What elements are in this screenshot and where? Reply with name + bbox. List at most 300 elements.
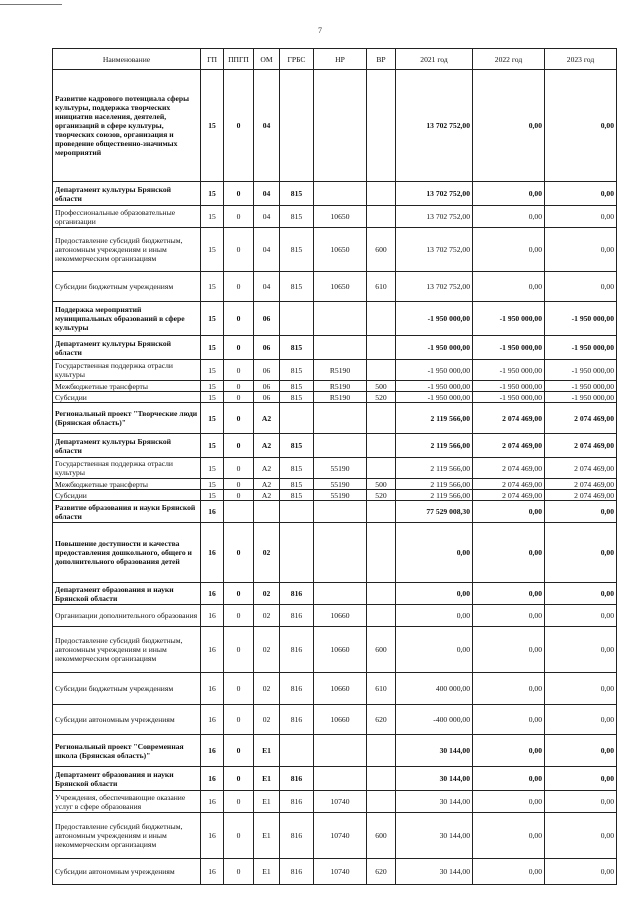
cell-y2022: 0,00: [473, 735, 545, 767]
cell-ppgp: 0: [224, 360, 254, 381]
table-row: [53, 381, 617, 392]
cell-ppgp: 0: [224, 813, 254, 859]
cell-grbs: [280, 735, 314, 767]
cell-gp: 15: [201, 182, 224, 206]
col-header-2022: 2022 год: [473, 49, 545, 70]
cell-om: Е1: [254, 735, 280, 767]
cell-grbs: 815: [280, 434, 314, 458]
cell-gp: 16: [201, 627, 224, 673]
cell-nr: R5190: [314, 381, 367, 392]
cell-y2022: 0,00: [473, 583, 545, 605]
cell-grbs: 816: [280, 791, 314, 813]
cell-gp: 16: [201, 523, 224, 583]
cell-grbs: 815: [280, 182, 314, 206]
cell-grbs: [280, 501, 314, 523]
cell-vr: [367, 583, 396, 605]
cell-gp: 16: [201, 705, 224, 735]
cell-y2021: 0,00: [396, 605, 473, 627]
cell-om: 04: [254, 70, 280, 182]
table-row: [53, 605, 617, 627]
header-rule: [0, 4, 62, 5]
cell-name: Предоставление субсидий бюджетным, автономным учреждениям и иным некоммерческим организациям: [53, 627, 201, 673]
cell-gp: 15: [201, 381, 224, 392]
cell-nr: R5190: [314, 360, 367, 381]
cell-ppgp: 0: [224, 479, 254, 490]
cell-y2021: -400 000,00: [396, 705, 473, 735]
cell-y2021: 2 119 566,00: [396, 458, 473, 479]
table-row: [53, 583, 617, 605]
cell-grbs: 816: [280, 705, 314, 735]
cell-name: Субсидии: [53, 392, 201, 403]
table-row: [53, 479, 617, 490]
cell-grbs: 815: [280, 392, 314, 403]
cell-name: Межбюджетные трансферты: [53, 479, 201, 490]
cell-ppgp: 0: [224, 605, 254, 627]
cell-om: 02: [254, 705, 280, 735]
cell-om: 02: [254, 605, 280, 627]
col-header-ppgp: ППГП: [224, 49, 254, 70]
table-row: [53, 705, 617, 735]
cell-name: Субсидии бюджетным учреждениям: [53, 272, 201, 302]
cell-y2022: 2 074 469,00: [473, 479, 545, 490]
cell-om: 04: [254, 182, 280, 206]
cell-y2021: -1 950 000,00: [396, 381, 473, 392]
cell-y2022: 0,00: [473, 605, 545, 627]
cell-name: Организации дополнительного образования: [53, 605, 201, 627]
cell-vr: [367, 767, 396, 791]
cell-gp: 15: [201, 70, 224, 182]
cell-y2021: 30 144,00: [396, 791, 473, 813]
cell-ppgp: 0: [224, 403, 254, 434]
cell-om: 06: [254, 302, 280, 336]
cell-name: Развитие образования и науки Брянской области: [53, 501, 201, 523]
cell-vr: [367, 735, 396, 767]
cell-vr: [367, 791, 396, 813]
table-header-row: [53, 49, 617, 70]
cell-grbs: [280, 302, 314, 336]
table-row: [53, 392, 617, 403]
cell-y2022: 0,00: [473, 501, 545, 523]
cell-grbs: 815: [280, 490, 314, 501]
cell-nr: 10650: [314, 272, 367, 302]
cell-gp: 15: [201, 302, 224, 336]
cell-ppgp: 0: [224, 791, 254, 813]
cell-name: Профессиональные образовательные организации: [53, 206, 201, 228]
cell-grbs: 816: [280, 859, 314, 885]
cell-nr: 55190: [314, 458, 367, 479]
cell-y2023: 0,00: [545, 791, 617, 813]
cell-vr: [367, 206, 396, 228]
budget-table: [52, 48, 617, 885]
cell-vr: 610: [367, 272, 396, 302]
col-header-vr: ВР: [367, 49, 396, 70]
cell-y2023: 0,00: [545, 705, 617, 735]
cell-om: [254, 501, 280, 523]
cell-vr: [367, 458, 396, 479]
cell-ppgp: 0: [224, 434, 254, 458]
cell-gp: 15: [201, 479, 224, 490]
cell-om: 02: [254, 627, 280, 673]
cell-gp: 16: [201, 767, 224, 791]
cell-om: 02: [254, 583, 280, 605]
cell-nr: 10740: [314, 813, 367, 859]
cell-name: Субсидии бюджетным учреждениям: [53, 673, 201, 705]
cell-gp: 15: [201, 272, 224, 302]
cell-ppgp: 0: [224, 272, 254, 302]
cell-ppgp: [224, 501, 254, 523]
cell-ppgp: 0: [224, 182, 254, 206]
cell-nr: [314, 70, 367, 182]
cell-om: Е1: [254, 859, 280, 885]
cell-y2023: -1 950 000,00: [545, 381, 617, 392]
cell-y2021: 2 119 566,00: [396, 490, 473, 501]
cell-vr: [367, 403, 396, 434]
cell-y2021: 77 529 008,30: [396, 501, 473, 523]
cell-vr: [367, 523, 396, 583]
cell-name: Департамент образования и науки Брянской области: [53, 767, 201, 791]
cell-grbs: 815: [280, 272, 314, 302]
cell-y2022: 0,00: [473, 791, 545, 813]
cell-name: Государственная поддержка отрасли культуры: [53, 458, 201, 479]
table-row: [53, 523, 617, 583]
col-header-2023: 2023 год: [545, 49, 617, 70]
cell-y2022: 0,00: [473, 272, 545, 302]
cell-y2023: -1 950 000,00: [545, 336, 617, 360]
cell-y2023: 2 074 469,00: [545, 479, 617, 490]
cell-ppgp: 0: [224, 228, 254, 272]
cell-om: Е1: [254, 767, 280, 791]
page-number: 7: [318, 26, 322, 35]
cell-grbs: [280, 70, 314, 182]
cell-y2021: 30 144,00: [396, 813, 473, 859]
cell-y2023: -1 950 000,00: [545, 360, 617, 381]
cell-grbs: 816: [280, 813, 314, 859]
cell-nr: [314, 403, 367, 434]
cell-nr: [314, 767, 367, 791]
col-header-name: Наименование: [53, 49, 201, 70]
cell-grbs: 815: [280, 360, 314, 381]
cell-y2022: -1 950 000,00: [473, 381, 545, 392]
table-row: [53, 458, 617, 479]
cell-name: Предоставление субсидий бюджетным, автономным учреждениям и иным некоммерческим организациям: [53, 228, 201, 272]
cell-y2023: 0,00: [545, 70, 617, 182]
cell-y2021: 0,00: [396, 627, 473, 673]
cell-nr: 10660: [314, 627, 367, 673]
cell-ppgp: 0: [224, 392, 254, 403]
cell-y2023: 0,00: [545, 813, 617, 859]
cell-om: 02: [254, 523, 280, 583]
cell-gp: 15: [201, 490, 224, 501]
cell-y2022: 0,00: [473, 627, 545, 673]
cell-y2022: 2 074 469,00: [473, 490, 545, 501]
col-header-grbs: ГРБС: [280, 49, 314, 70]
cell-y2021: -1 950 000,00: [396, 302, 473, 336]
cell-y2023: -1 950 000,00: [545, 302, 617, 336]
cell-om: А2: [254, 458, 280, 479]
cell-grbs: 815: [280, 458, 314, 479]
cell-y2022: -1 950 000,00: [473, 392, 545, 403]
cell-y2023: 0,00: [545, 583, 617, 605]
cell-y2021: 30 144,00: [396, 859, 473, 885]
cell-om: Е1: [254, 791, 280, 813]
table-row: [53, 673, 617, 705]
cell-name: Поддержка мероприятий муниципальных образований в сфере культуры: [53, 302, 201, 336]
cell-name: Субсидии: [53, 490, 201, 501]
cell-vr: 620: [367, 859, 396, 885]
cell-vr: 600: [367, 627, 396, 673]
cell-name: Субсидии автономным учреждениям: [53, 859, 201, 885]
cell-y2022: 0,00: [473, 767, 545, 791]
cell-y2023: 0,00: [545, 182, 617, 206]
cell-gp: 16: [201, 501, 224, 523]
cell-vr: [367, 605, 396, 627]
cell-name: Учреждения, обеспечивающие оказание услуг в сфере образования: [53, 791, 201, 813]
cell-ppgp: 0: [224, 583, 254, 605]
cell-vr: [367, 501, 396, 523]
cell-nr: [314, 336, 367, 360]
cell-vr: 610: [367, 673, 396, 705]
cell-y2023: 0,00: [545, 523, 617, 583]
cell-ppgp: 0: [224, 627, 254, 673]
cell-y2021: -1 950 000,00: [396, 336, 473, 360]
table-row: [53, 859, 617, 885]
cell-vr: 620: [367, 705, 396, 735]
cell-name: Департамент культуры Брянской области: [53, 336, 201, 360]
cell-vr: [367, 182, 396, 206]
cell-y2022: 0,00: [473, 673, 545, 705]
cell-grbs: 816: [280, 767, 314, 791]
cell-vr: [367, 302, 396, 336]
cell-nr: [314, 583, 367, 605]
cell-y2021: 13 702 752,00: [396, 272, 473, 302]
cell-y2023: -1 950 000,00: [545, 392, 617, 403]
cell-ppgp: 0: [224, 767, 254, 791]
cell-y2023: 2 074 469,00: [545, 403, 617, 434]
table-row: [53, 735, 617, 767]
cell-gp: 15: [201, 360, 224, 381]
cell-name: Предоставление субсидий бюджетным, автономным учреждениям и иным некоммерческим организациям: [53, 813, 201, 859]
table-row: [53, 767, 617, 791]
cell-gp: 15: [201, 458, 224, 479]
cell-vr: 600: [367, 228, 396, 272]
cell-y2021: -1 950 000,00: [396, 392, 473, 403]
cell-ppgp: 0: [224, 523, 254, 583]
table-row: [53, 182, 617, 206]
cell-name: Межбюджетные трансферты: [53, 381, 201, 392]
cell-vr: [367, 360, 396, 381]
cell-grbs: 816: [280, 605, 314, 627]
cell-y2023: 0,00: [545, 228, 617, 272]
cell-y2022: -1 950 000,00: [473, 302, 545, 336]
cell-grbs: 816: [280, 673, 314, 705]
cell-y2022: -1 950 000,00: [473, 336, 545, 360]
table-row: [53, 813, 617, 859]
cell-y2022: -1 950 000,00: [473, 360, 545, 381]
cell-om: 06: [254, 381, 280, 392]
cell-nr: 55190: [314, 490, 367, 501]
cell-name: Субсидии автономным учреждениям: [53, 705, 201, 735]
cell-y2023: 0,00: [545, 272, 617, 302]
cell-y2021: 13 702 752,00: [396, 228, 473, 272]
cell-vr: 600: [367, 813, 396, 859]
cell-grbs: [280, 403, 314, 434]
cell-vr: [367, 336, 396, 360]
cell-gp: 16: [201, 673, 224, 705]
table-row: [53, 272, 617, 302]
cell-nr: [314, 501, 367, 523]
cell-y2021: 30 144,00: [396, 735, 473, 767]
cell-y2022: 0,00: [473, 206, 545, 228]
cell-y2021: 0,00: [396, 583, 473, 605]
cell-om: А2: [254, 434, 280, 458]
table-row: [53, 228, 617, 272]
cell-y2021: 30 144,00: [396, 767, 473, 791]
cell-ppgp: 0: [224, 490, 254, 501]
cell-y2023: 0,00: [545, 501, 617, 523]
cell-nr: 10660: [314, 673, 367, 705]
cell-om: Е1: [254, 813, 280, 859]
cell-y2021: 13 702 752,00: [396, 70, 473, 182]
table-row: [53, 627, 617, 673]
table-row: [53, 434, 617, 458]
cell-name: Государственная поддержка отрасли культуры: [53, 360, 201, 381]
cell-gp: 16: [201, 605, 224, 627]
cell-gp: 16: [201, 791, 224, 813]
cell-y2022: 2 074 469,00: [473, 434, 545, 458]
cell-y2022: 2 074 469,00: [473, 458, 545, 479]
cell-name: Развитие кадрового потенциала сферы культуры, поддержка творческих инициатив населения, деятелей, организаций в сфере культуры, творческих союзов, организация и проведение общественно-значимых мероприятий: [53, 70, 201, 182]
cell-y2021: 0,00: [396, 523, 473, 583]
cell-ppgp: 0: [224, 705, 254, 735]
cell-y2023: 0,00: [545, 206, 617, 228]
cell-y2021: 2 119 566,00: [396, 479, 473, 490]
cell-grbs: 815: [280, 228, 314, 272]
cell-y2021: 2 119 566,00: [396, 434, 473, 458]
cell-y2022: 2 074 469,00: [473, 403, 545, 434]
table-row: [53, 70, 617, 182]
cell-y2022: 0,00: [473, 523, 545, 583]
cell-grbs: 815: [280, 381, 314, 392]
cell-y2023: 0,00: [545, 735, 617, 767]
cell-y2023: 0,00: [545, 673, 617, 705]
cell-ppgp: 0: [224, 673, 254, 705]
cell-name: Региональный проект "Современная школа (Брянская область)": [53, 735, 201, 767]
cell-om: 04: [254, 206, 280, 228]
cell-gp: 15: [201, 228, 224, 272]
cell-gp: 15: [201, 336, 224, 360]
cell-y2022: 0,00: [473, 182, 545, 206]
cell-y2023: 0,00: [545, 767, 617, 791]
table-row: [53, 403, 617, 434]
table-body: [53, 70, 617, 885]
cell-nr: [314, 302, 367, 336]
cell-om: А2: [254, 479, 280, 490]
cell-y2021: 13 702 752,00: [396, 206, 473, 228]
col-header-2021: 2021 год: [396, 49, 473, 70]
cell-nr: 10650: [314, 206, 367, 228]
cell-nr: 10660: [314, 705, 367, 735]
cell-ppgp: 0: [224, 302, 254, 336]
cell-y2023: 2 074 469,00: [545, 490, 617, 501]
cell-om: 06: [254, 360, 280, 381]
cell-nr: 10740: [314, 791, 367, 813]
cell-om: 02: [254, 673, 280, 705]
cell-ppgp: 0: [224, 336, 254, 360]
cell-name: Повышение доступности и качества предоставления дошкольного, общего и дополнительного образования детей: [53, 523, 201, 583]
cell-nr: [314, 523, 367, 583]
cell-grbs: 816: [280, 583, 314, 605]
cell-y2023: 0,00: [545, 627, 617, 673]
cell-grbs: 815: [280, 479, 314, 490]
cell-om: 06: [254, 336, 280, 360]
cell-name: Департамент образования и науки Брянской области: [53, 583, 201, 605]
cell-gp: 15: [201, 403, 224, 434]
cell-nr: 55190: [314, 479, 367, 490]
cell-y2023: 2 074 469,00: [545, 458, 617, 479]
cell-om: 04: [254, 228, 280, 272]
cell-om: 04: [254, 272, 280, 302]
cell-nr: R5190: [314, 392, 367, 403]
table-row: [53, 360, 617, 381]
table-row: [53, 501, 617, 523]
cell-name: Региональный проект "Творческие люди (Брянская область)": [53, 403, 201, 434]
table-row: [53, 206, 617, 228]
col-header-om: ОМ: [254, 49, 280, 70]
cell-nr: 10660: [314, 605, 367, 627]
cell-om: А2: [254, 490, 280, 501]
cell-y2022: 0,00: [473, 859, 545, 885]
cell-y2021: 2 119 566,00: [396, 403, 473, 434]
col-header-gp: ГП: [201, 49, 224, 70]
table-row: [53, 336, 617, 360]
cell-nr: 10740: [314, 859, 367, 885]
cell-ppgp: 0: [224, 735, 254, 767]
cell-grbs: 815: [280, 336, 314, 360]
cell-ppgp: 0: [224, 381, 254, 392]
cell-y2023: 0,00: [545, 859, 617, 885]
cell-ppgp: 0: [224, 859, 254, 885]
cell-y2023: 2 074 469,00: [545, 434, 617, 458]
cell-gp: 16: [201, 735, 224, 767]
cell-om: А2: [254, 403, 280, 434]
cell-grbs: 816: [280, 627, 314, 673]
cell-ppgp: 0: [224, 458, 254, 479]
cell-vr: 520: [367, 490, 396, 501]
cell-y2022: 0,00: [473, 228, 545, 272]
cell-grbs: 815: [280, 206, 314, 228]
cell-y2021: 13 702 752,00: [396, 182, 473, 206]
cell-nr: [314, 735, 367, 767]
cell-y2021: 400 000,00: [396, 673, 473, 705]
cell-gp: 15: [201, 434, 224, 458]
col-header-nr: НР: [314, 49, 367, 70]
cell-y2022: 0,00: [473, 70, 545, 182]
table-row: [53, 791, 617, 813]
cell-vr: [367, 434, 396, 458]
cell-nr: [314, 434, 367, 458]
cell-name: Департамент культуры Брянской области: [53, 182, 201, 206]
cell-vr: 500: [367, 479, 396, 490]
cell-gp: 15: [201, 206, 224, 228]
cell-grbs: [280, 523, 314, 583]
cell-nr: [314, 182, 367, 206]
cell-ppgp: 0: [224, 206, 254, 228]
cell-gp: 16: [201, 859, 224, 885]
cell-gp: 16: [201, 813, 224, 859]
cell-vr: 500: [367, 381, 396, 392]
cell-name: Департамент культуры Брянской области: [53, 434, 201, 458]
cell-y2021: -1 950 000,00: [396, 360, 473, 381]
